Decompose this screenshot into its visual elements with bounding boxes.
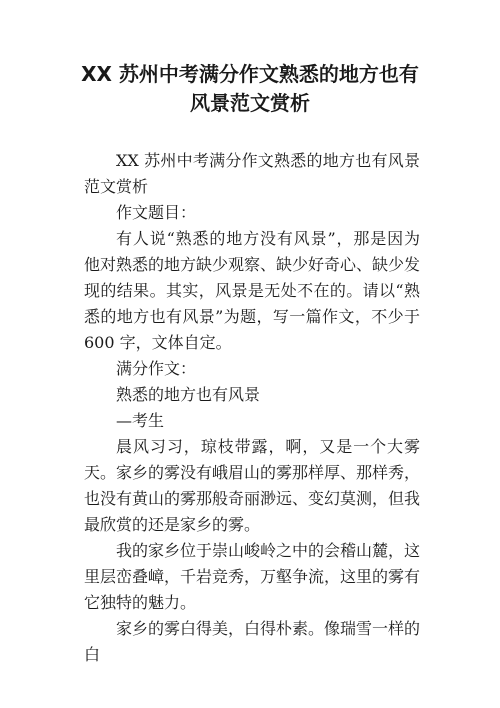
paragraph-prompt-text: 有人说“熟悉的地方没有风景”，那是因为他对熟悉的地方缺少观察、缺少好奇心、缺少发现的结果。其实，风景是无处不在的。请以“熟悉的地方也有风景”为题，写一篇作文，不少于 600 字，文体自定。 <box>84 229 421 352</box>
paragraph-essay-3: 家乡的雾白得美，白得朴素。像瑞雪一样的白 <box>84 619 421 664</box>
paragraph-essay-title: 熟悉的地方也有风景 <box>116 385 261 404</box>
document-body <box>84 148 420 668</box>
paragraph-heading-repeat: XX 苏州中考满分作文熟悉的地方也有风景范文赏析 <box>84 151 420 196</box>
paragraph-essay-1: 晨风习习，琼枝带露，啊，又是一个大雾天。家乡的雾没有峨眉山的雾那样厚、那样秀，也没有黄山的雾那般奇丽渺远、变幻莫测，但我最欣赏的还是家乡的雾。 <box>84 437 421 534</box>
title-line-2: 风景范文赏析 <box>190 91 310 115</box>
paragraph-essay-label: 满分作文： <box>116 359 197 378</box>
title-line-1: XX 苏州中考满分作文熟悉的地方也有 <box>81 62 419 86</box>
document-title <box>60 60 440 118</box>
paragraph-prompt-label: 作文题目： <box>116 203 197 222</box>
paragraph-essay-2: 我的家乡位于崇山峻岭之中的会稽山麓，这里层峦叠嶂，千岩竞秀，万壑争流，这里的雾有它独特的魅力。 <box>84 541 421 612</box>
paragraph-author: —考生 <box>116 411 165 430</box>
